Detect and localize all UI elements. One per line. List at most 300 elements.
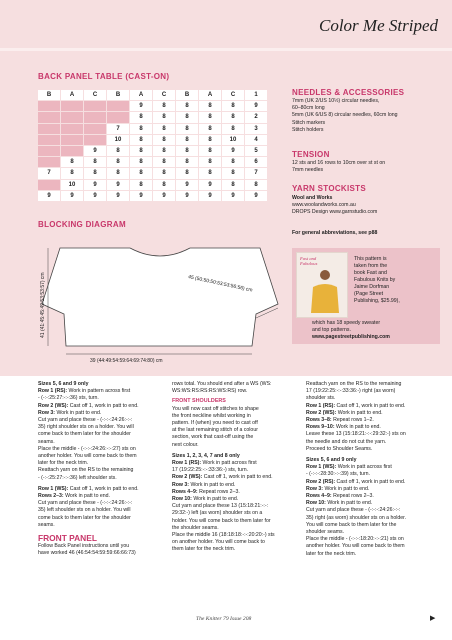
chart-cell: 8 (222, 101, 244, 111)
instruction-line (38, 395, 166, 402)
instruction-line (172, 503, 300, 510)
chart-cell: 8 (222, 112, 244, 122)
chart-cell: 8 (84, 157, 106, 167)
instruction-text: at the last remaining stitch of a colour (172, 427, 258, 434)
instruction-line (306, 500, 444, 507)
blocking-diagram (20, 234, 280, 364)
chart-cell (107, 112, 129, 122)
chart-cell: 9 (245, 101, 267, 111)
instruction-line (38, 486, 166, 493)
chart-cell: 9 (38, 191, 60, 201)
chart-cell: 8 (153, 101, 175, 111)
chart-cell: 9 (130, 101, 152, 111)
chart-header-cell: 1 (245, 90, 267, 100)
promo-text (354, 256, 438, 305)
instruction-line (306, 515, 444, 522)
instruction-text: WS:WS:RS:RS:RS:WS:RS) row. (172, 388, 248, 395)
promo-line: www.pagestreetpublishing.com (312, 334, 390, 340)
instruction-text: have worked 46 (46:54:54:59:59:66:66:73) (38, 550, 136, 557)
chart-cell (38, 124, 60, 134)
instruction-text: Work in patt across first (201, 460, 257, 467)
instruction-text: Place the middle 16 (18:18:18:-:-:20:20:-) sts (172, 532, 275, 539)
instruction-text: Follow Back Panel instructions until you (38, 543, 130, 550)
chart-cell: 8 (153, 124, 175, 134)
sweater-outline (42, 248, 278, 346)
chart-cell: 8 (153, 180, 175, 190)
row-label: Row 2 (WS): (306, 409, 337, 416)
instruction-line (172, 474, 300, 481)
instruction-text: rows total. You should end after a WS (WS: (172, 381, 272, 387)
chart-cell: 10 (222, 135, 244, 145)
text-line: 12 sts and 16 rows to 10cm over st st on (292, 160, 386, 166)
instruction-line (38, 467, 166, 474)
instruction-line (306, 493, 444, 500)
chart-cell (84, 112, 106, 122)
chart-cell: 3 (245, 124, 267, 134)
instruction-text: another holder. You will come back to them (38, 453, 137, 460)
chart-cell: 8 (130, 135, 152, 145)
row-label: Row 1 (RS): (38, 388, 68, 395)
chart-cell: 9 (176, 191, 198, 201)
instruction-text: the shoulder seams. (172, 524, 219, 531)
instruction-line (172, 496, 300, 503)
instruction-line (38, 453, 166, 460)
instruction-text: Cast off 1, work in patt to end. (335, 478, 406, 485)
instruction-text: come back to them later for the shoulder (38, 514, 131, 521)
chart-cell (107, 101, 129, 111)
page-footer: The Knitter 79 Issue 208 (196, 616, 252, 622)
chart-cell: 7 (245, 168, 267, 178)
row-label: Row 1 (RS): (172, 460, 202, 467)
chart-cell: 8 (61, 157, 83, 167)
row-label: Rows 9–10: (306, 424, 335, 431)
chart-cell: 8 (130, 112, 152, 122)
chart-cell: 7 (38, 168, 60, 178)
chart-cell: 6 (245, 157, 267, 167)
instruction-text: Repeat rows 2–3. (331, 493, 374, 500)
page-title: Color Me Striped (319, 16, 438, 35)
instruction-line (172, 539, 300, 546)
chart-cell: 8 (130, 124, 152, 134)
row-label: Rows 2–3: (38, 493, 64, 500)
instruction-text: pattern. If (when) you need to cast off (172, 420, 258, 427)
instruction-text: Work in patt to end. (55, 409, 102, 416)
instruction-text: Work in patt to end. (63, 493, 110, 500)
chart-cell: 8 (222, 124, 244, 134)
instruction-text: Cut yarn and place these - (-:-:-:24:26:-:-: (38, 417, 133, 424)
row-label: Row 10: (306, 500, 326, 507)
chart-cell: 9 (153, 191, 175, 201)
instruction-text: on another holder. You will come back to (172, 539, 265, 546)
instruction-line (38, 507, 166, 514)
chart-cell: 5 (245, 146, 267, 156)
chart-cell (84, 101, 106, 111)
instruction-line (172, 406, 300, 413)
instruction-line (306, 395, 444, 402)
stockists-heading: YARN STOCKISTS (292, 184, 366, 193)
chart-cell: 9 (84, 180, 106, 190)
promo-line: Jaime Dorfman (354, 284, 390, 290)
instruction-text: Cast off 1, work in patt to end. (68, 485, 139, 492)
instruction-line (38, 424, 166, 431)
instruction-line (38, 500, 166, 507)
stockists-list (292, 195, 377, 217)
instruction-line (306, 479, 444, 486)
instruction-text: 35) right shoulder sts on a holder. You will (38, 424, 134, 431)
instruction-text: later for the neck trim. (306, 550, 357, 557)
promo-text-more (312, 320, 438, 341)
promo-line: Publishing, $25.99), (354, 298, 400, 304)
chart-cell (38, 101, 60, 111)
instruction-text: shoulder seams. (306, 529, 345, 536)
instruction-text: come back to them later for the shoulder (38, 431, 131, 438)
instruction-text: 35) left shoulder sts on a holder. You will (38, 507, 131, 514)
instruction-text: 17 (19:22:25:-:-:33:36:-) right (as worn) (306, 388, 396, 395)
instruction-text: shoulder sts. (306, 395, 336, 402)
blocking-heading: BLOCKING DIAGRAM (38, 220, 126, 229)
row-label: Row 2 (WS): (172, 474, 203, 481)
needles-heading: NEEDLES & ACCESSORIES (292, 88, 405, 97)
chart-cell: 8 (107, 157, 129, 167)
instruction-text: seams. (38, 521, 55, 528)
instruction-text: Leave these 13 (15:18:21:-:-:29:32:-) sts on (306, 431, 406, 438)
instruction-line (306, 381, 444, 388)
book-promo (292, 248, 440, 344)
size-heading: Sizes 5, 6 and 9 only (38, 381, 89, 387)
chart-cell: 8 (222, 180, 244, 190)
text-line: Stitch holders (292, 126, 324, 133)
instruction-text: 29:32:-) left (as worn) shoulder sts on a (172, 510, 263, 517)
instruction-text: them later for the neck trim. (172, 546, 236, 553)
instruction-line (38, 417, 166, 424)
instruction-line (306, 410, 444, 417)
chart-cell: 8 (199, 146, 221, 156)
instruction-line (172, 525, 300, 532)
instruction-line (38, 446, 166, 453)
chart-cell: 8 (199, 112, 221, 122)
chart-cell: 4 (245, 135, 267, 145)
instruction-line (172, 388, 300, 395)
promo-line: This pattern is (354, 256, 387, 262)
chart-cell: 9 (84, 146, 106, 156)
instruction-line (306, 446, 444, 453)
text-line: Stitch markers (292, 119, 326, 126)
instruction-text: Work in patt to end. (325, 500, 373, 507)
instruction-line (38, 493, 166, 500)
instruction-line (306, 439, 444, 446)
instruction-line (38, 543, 166, 550)
text-line: www.woolandworks.com.au (292, 202, 356, 209)
chart-cell: 8 (199, 157, 221, 167)
row-label: Rows 3–8: (306, 417, 332, 424)
chart-cell (38, 135, 60, 145)
row-label: Row 3: (172, 481, 190, 488)
promo-line: (Page Street (354, 291, 384, 297)
chart-cell (38, 146, 60, 156)
chart-cell: 8 (199, 168, 221, 178)
instruction-text: Work in patt to end. (191, 496, 239, 503)
instruction-text: Cast off 1, work in patt to end. (202, 474, 273, 481)
chart-cell: 10 (107, 135, 129, 145)
chart-cell: 9 (84, 191, 106, 201)
instruction-line (306, 388, 444, 395)
chart-header-cell: A (61, 90, 83, 100)
instruction-text: Work in patt to end. (189, 481, 236, 488)
chart-cell (61, 101, 83, 111)
instruction-line (306, 551, 444, 558)
instruction-text: Work in patt to end. (334, 424, 381, 431)
chart-cell: 8 (222, 157, 244, 167)
chart-cell: 9 (245, 191, 267, 201)
instruction-line (38, 410, 166, 417)
instruction-line (172, 482, 300, 489)
instruction-line (172, 489, 300, 496)
instruction-line (306, 471, 444, 478)
instruction-line (172, 518, 300, 525)
instruction-line (38, 431, 166, 438)
chart-header-cell: C (153, 90, 175, 100)
chart-cell: 8 (130, 180, 152, 190)
instruction-line (38, 460, 166, 467)
instruction-line (172, 510, 300, 517)
column-3 (306, 381, 444, 558)
instruction-line (172, 546, 300, 553)
chart-cell: 8 (130, 157, 152, 167)
chart-header-cell: A (199, 90, 221, 100)
section-heading: FRONT PANEL (38, 533, 97, 544)
text-line: DROPS Design www.garnstudio.com (292, 209, 378, 216)
instruction-line (38, 550, 166, 557)
instruction-line (306, 522, 444, 529)
instruction-text: Work in patt to end. (336, 409, 383, 416)
instruction-text: seams. (38, 438, 55, 445)
chart-cell: 8 (107, 168, 129, 178)
instruction-text: Work in pattern across first (67, 388, 131, 395)
tension-list (292, 160, 385, 174)
text-line: Wool and Works (292, 195, 333, 201)
instruction-text: Repeat rows 1–2. (331, 417, 374, 424)
chart-cell (84, 135, 106, 145)
row-label: Row 1 (WS): (38, 485, 69, 492)
row-label: Row 3: (38, 409, 56, 416)
instruction-line (306, 543, 444, 550)
chart-cell: 8 (176, 135, 198, 145)
book-cover (296, 252, 348, 318)
chart-header-cell: B (38, 90, 60, 100)
instruction-line (306, 417, 444, 424)
chart-cell: 7 (107, 124, 129, 134)
instruction-line (38, 439, 166, 446)
row-label: Row 2 (WS): (38, 402, 69, 409)
chart-cell: 8 (153, 112, 175, 122)
chart-header-cell: B (107, 90, 129, 100)
chart-cell: 8 (176, 157, 198, 167)
chart-cell: 8 (176, 101, 198, 111)
chart-cell (38, 157, 60, 167)
chart-header-cell: A (130, 90, 152, 100)
chart-cell: 9 (107, 180, 129, 190)
text-line: 5mm (UK 6/US 8) circular needles, 60cm long (292, 112, 398, 119)
chart-cell: 8 (176, 146, 198, 156)
instruction-text: - (-:-:25:27:-:-:36) sts, turn. (38, 395, 99, 402)
sleeve-label: 45 (50:50:50:53:53:56:56) cm (187, 274, 254, 294)
tension-heading: TENSION (292, 150, 330, 159)
instruction-line (306, 431, 444, 438)
instruction-text: section, work that cast-off using the (172, 434, 254, 441)
instruction-text: You will come back to them later for the (306, 521, 397, 528)
instruction-line (172, 532, 300, 539)
chart-cell: 9 (199, 191, 221, 201)
chart-cell (61, 112, 83, 122)
chart-cell (38, 112, 60, 122)
text-line: 60–80cm long (292, 105, 325, 112)
chart-cell: 8 (176, 168, 198, 178)
instruction-line (306, 536, 444, 543)
column-2 (172, 381, 300, 554)
instruction-text: Proceed to Shoulder Seams. (306, 445, 373, 452)
chart-cell: 8 (61, 168, 83, 178)
chart-cell (38, 180, 60, 190)
chart-cell: 8 (199, 101, 221, 111)
instruction-text: Repeat rows 2–3. (197, 488, 240, 495)
promo-line: and top patterns. (312, 327, 351, 333)
promo-line: book Fast and (354, 270, 387, 276)
instruction-line (38, 475, 166, 482)
instruction-text: Work in patt across first (336, 464, 392, 471)
chart-cell: 8 (176, 112, 198, 122)
chart-cell: 9 (222, 191, 244, 201)
chart-cell: 9 (61, 191, 83, 201)
chart-cell: 8 (245, 180, 267, 190)
instruction-text: - (-:-:25:27:-:-:36) left shoulder sts. (38, 474, 117, 481)
instruction-line (306, 464, 444, 471)
chart-cell: 8 (153, 146, 175, 156)
size-heading: Sizes 1, 2, 3, 4, 7 and 8 only (172, 452, 240, 459)
instruction-line (306, 507, 444, 514)
instruction-line (172, 413, 300, 420)
row-label: Row 1 (WS): (306, 464, 337, 471)
chart-header-cell: B (176, 90, 198, 100)
text-line: 7mm needles (292, 167, 324, 174)
chart-cell: 9 (199, 180, 221, 190)
chart-header-cell: C (84, 90, 106, 100)
cast-on-chart (38, 90, 267, 201)
column-1 (38, 381, 166, 557)
section-heading: FRONT SHOULDERS (172, 398, 226, 405)
chart-cell: 8 (153, 168, 175, 178)
instruction-line (306, 403, 444, 410)
chart-cell: 8 (107, 146, 129, 156)
chart-cell: 10 (61, 180, 83, 190)
instruction-line (172, 442, 300, 449)
instruction-text: Cast off 1, work in patt to end. (68, 402, 139, 409)
row-label: Row 3: (306, 485, 324, 492)
chart-cell: 8 (153, 135, 175, 145)
instruction-text: Cut yarn and place these - (-:-:-:24:26:-:-: (306, 507, 401, 514)
instruction-line (172, 434, 300, 441)
chart-cell: 8 (84, 168, 106, 178)
promo-line: which has 18 speedy sweater (312, 320, 381, 326)
chart-cell: 8 (153, 157, 175, 167)
chart-cell: 9 (176, 180, 198, 190)
chart-cell: 8 (176, 124, 198, 134)
chart-cell (84, 124, 106, 134)
promo-line: Fabulous Knits by (354, 277, 396, 283)
chart-cell: 9 (107, 191, 129, 201)
chart-cell: 9 (130, 191, 152, 201)
height-label: 41 (41:45:45:49:53:53:57) cm (40, 272, 46, 338)
chart-cell: 8 (130, 146, 152, 156)
instruction-text: the needle and do not cut the yarn. (306, 438, 387, 445)
instruction-text: Place the middle - (-:-:-:18:20:-:-:21) sts on (306, 536, 404, 543)
size-heading: Sizes 5, 6 and 9 only (306, 457, 357, 464)
row-label: Row 10: (172, 496, 192, 503)
instruction-text: You will now cast off stitches to shape (172, 405, 259, 412)
instruction-text: the front neckline whilst working in (172, 412, 251, 419)
width-label: 39 (44:49:54:59:64:69:74:80) cm (90, 358, 163, 364)
chart-cell: 2 (245, 112, 267, 122)
row-label: Rows 4–9: (172, 488, 198, 495)
next-arrow-icon: ▶ (430, 615, 436, 622)
chart-cell (61, 124, 83, 134)
model-figure (297, 253, 349, 319)
instruction-line (38, 403, 166, 410)
instruction-text: later for the neck trim. (38, 460, 89, 467)
chart-cell (61, 135, 83, 145)
instruction-line (38, 522, 166, 529)
instruction-text: another holder. You will come back to them (306, 543, 405, 550)
instruction-text: Reattach yarn on the RS to the remaining (306, 381, 402, 387)
instruction-line (172, 381, 300, 388)
chart-cell: 8 (222, 168, 244, 178)
header-rule (0, 48, 452, 51)
instruction-text: next colour. (172, 441, 199, 448)
instruction-text: Work in patt to end. (323, 485, 370, 492)
needles-list (292, 98, 398, 134)
instruction-text: Cut yarn and place these - (-:-:-:24:26:-:-: (38, 500, 133, 507)
chart-cell: 8 (199, 124, 221, 134)
chart-cell: 8 (199, 135, 221, 145)
book-cover-title: Fast and Fabulous (300, 256, 318, 266)
instruction-line (306, 529, 444, 536)
instruction-line (38, 388, 166, 395)
instruction-text: Place the middle - (-:-:-:24:26:-:-:27) sts on (38, 445, 136, 452)
instruction-text: - (-:-:-:28:30:-:-:39) sts, turn. (306, 471, 370, 478)
instruction-line (172, 427, 300, 434)
chart-header-cell: C (222, 90, 244, 100)
instruction-text: Cut yarn and place these 13 (15:18:21:-:-: (172, 503, 269, 510)
instruction-line (38, 515, 166, 522)
instruction-line (306, 424, 444, 431)
instruction-text: holder. You will come back to them later for (172, 517, 271, 524)
promo-line: taken from the (354, 263, 388, 269)
chart-cell: 8 (130, 168, 152, 178)
chart-cell (61, 146, 83, 156)
instruction-text: Reattach yarn on the RS to the remaining (38, 467, 134, 474)
row-label: Row 1 (RS): (306, 402, 336, 409)
row-label: Rows 4–9: (306, 493, 332, 500)
instruction-line (172, 420, 300, 427)
text-line: 7mm (UK 2/US 10½) circular needles, (292, 98, 380, 104)
instruction-line (172, 467, 300, 474)
chart-cell: 9 (222, 146, 244, 156)
instruction-text: 17 (19:22:25:-:-:33:36:-) sts, turn. (172, 467, 249, 474)
abbreviations-note: For general abbreviations, see p88 (292, 230, 378, 236)
instruction-line (172, 460, 300, 467)
instruction-line (306, 486, 444, 493)
instruction-text: 35) right (as worn) shoulder sts on a holder. (306, 514, 407, 521)
instruction-text: Cast off 1, work in patt to end. (335, 402, 406, 409)
